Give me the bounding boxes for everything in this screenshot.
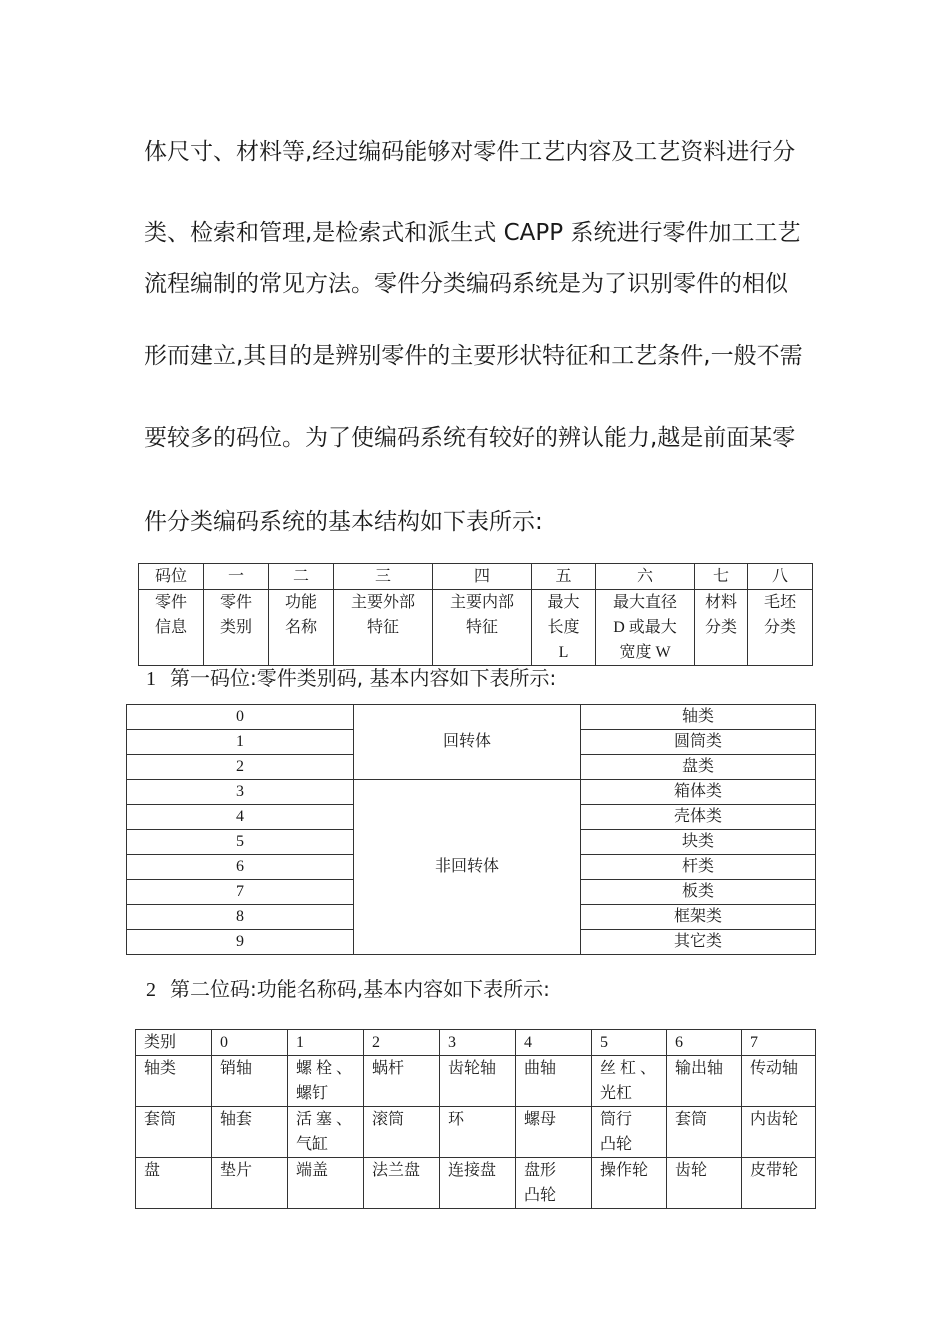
header-cell: 类别 bbox=[136, 1030, 212, 1056]
content-cell: 主要外部 特征 bbox=[334, 590, 433, 666]
group-cell: 非回转体 bbox=[354, 780, 581, 955]
header-cell: 7 bbox=[742, 1030, 816, 1056]
content-cell: 零件 类别 bbox=[204, 590, 269, 666]
content-cell: 材料 分类 bbox=[695, 590, 748, 666]
code-cell: 5 bbox=[127, 830, 354, 855]
type-cell: 壳体类 bbox=[581, 805, 816, 830]
structure-content-row bbox=[139, 590, 813, 666]
table-cell: 端盖 bbox=[288, 1158, 364, 1209]
code-cell: 0 bbox=[127, 705, 354, 730]
header-cell: 七 bbox=[695, 564, 748, 590]
header-cell: 2 bbox=[364, 1030, 440, 1056]
code-cell: 1 bbox=[127, 730, 354, 755]
header-cell: 一 bbox=[204, 564, 269, 590]
header-cell: 八 bbox=[748, 564, 813, 590]
table-cell: 活 塞 、 气缸 bbox=[288, 1107, 364, 1158]
type-cell: 圆筒类 bbox=[581, 730, 816, 755]
table-row bbox=[127, 705, 816, 730]
content-cell: 最大直径 D 或最大 宽度 W bbox=[596, 590, 695, 666]
table-cell: 盘 bbox=[136, 1158, 212, 1209]
table-cell: 销轴 bbox=[212, 1056, 288, 1107]
code-cell: 7 bbox=[127, 880, 354, 905]
table-cell: 环 bbox=[440, 1107, 516, 1158]
code-cell: 8 bbox=[127, 905, 354, 930]
paragraph-line: 件分类编码系统的基本结构如下表所示: bbox=[144, 509, 543, 535]
table-cell: 垫片 bbox=[212, 1158, 288, 1209]
code-cell: 2 bbox=[127, 755, 354, 780]
table-cell: 操作轮 bbox=[592, 1158, 667, 1209]
header-cell: 五 bbox=[532, 564, 596, 590]
function-name-table bbox=[135, 1029, 816, 1209]
table-cell: 曲轴 bbox=[516, 1056, 592, 1107]
type-cell: 板类 bbox=[581, 880, 816, 905]
type-cell: 箱体类 bbox=[581, 780, 816, 805]
code-cell: 3 bbox=[127, 780, 354, 805]
section-heading bbox=[146, 665, 556, 692]
table-row bbox=[136, 1056, 816, 1107]
table-cell: 套筒 bbox=[136, 1107, 212, 1158]
paragraph-line: 流程编制的常见方法。零件分类编码系统是为了识别零件的相似 bbox=[144, 271, 788, 297]
table-cell: 螺 栓 、 螺钉 bbox=[288, 1056, 364, 1107]
table-cell: 齿轮 bbox=[667, 1158, 742, 1209]
header-cell: 4 bbox=[516, 1030, 592, 1056]
table-cell: 筒行 凸轮 bbox=[592, 1107, 667, 1158]
paragraph-line: 类、检索和管理,是检索式和派生式 CAPP 系统进行零件加工工艺 bbox=[144, 220, 801, 246]
table-cell: 输出轴 bbox=[667, 1056, 742, 1107]
section-heading bbox=[146, 976, 550, 1003]
table-cell: 丝 杠 、 光杠 bbox=[592, 1056, 667, 1107]
content-cell: 主要内部 特征 bbox=[433, 590, 532, 666]
header-cell: 0 bbox=[212, 1030, 288, 1056]
table-cell: 内齿轮 bbox=[742, 1107, 816, 1158]
table-cell: 皮带轮 bbox=[742, 1158, 816, 1209]
header-cell: 码位 bbox=[139, 564, 204, 590]
paragraph-line: 体尺寸、材料等,经过编码能够对零件工艺内容及工艺资料进行分 bbox=[144, 139, 796, 165]
paragraph-line: 形而建立,其目的是辨别零件的主要形状特征和工艺条件,一般不需 bbox=[144, 343, 803, 369]
table-cell: 滚筒 bbox=[364, 1107, 440, 1158]
code-cell: 9 bbox=[127, 930, 354, 955]
part-category-table bbox=[126, 704, 816, 955]
paragraph-line: 要较多的码位。为了使编码系统有较好的辨认能力,越是前面某零 bbox=[144, 425, 796, 451]
content-cell: 最大 长度 L bbox=[532, 590, 596, 666]
table-cell: 齿轮轴 bbox=[440, 1056, 516, 1107]
type-cell: 轴类 bbox=[581, 705, 816, 730]
content-cell: 毛坯 分类 bbox=[748, 590, 813, 666]
header-cell: 三 bbox=[334, 564, 433, 590]
table-cell: 套筒 bbox=[667, 1107, 742, 1158]
function-header-row bbox=[136, 1030, 816, 1056]
header-cell: 1 bbox=[288, 1030, 364, 1056]
table-cell: 轴类 bbox=[136, 1056, 212, 1107]
type-cell: 其它类 bbox=[581, 930, 816, 955]
structure-header-row bbox=[139, 564, 813, 590]
type-cell: 杆类 bbox=[581, 855, 816, 880]
table-cell: 螺母 bbox=[516, 1107, 592, 1158]
table-row bbox=[136, 1158, 816, 1209]
code-cell: 6 bbox=[127, 855, 354, 880]
type-cell: 块类 bbox=[581, 830, 816, 855]
table-cell: 盘形 凸轮 bbox=[516, 1158, 592, 1209]
group-cell: 回转体 bbox=[354, 705, 581, 780]
table-row bbox=[136, 1107, 816, 1158]
header-cell: 六 bbox=[596, 564, 695, 590]
type-cell: 框架类 bbox=[581, 905, 816, 930]
table-row bbox=[127, 780, 816, 805]
code-cell: 4 bbox=[127, 805, 354, 830]
table-cell: 蜗杆 bbox=[364, 1056, 440, 1107]
table-cell: 法兰盘 bbox=[364, 1158, 440, 1209]
section-title: 第二位码:功能名称码,基本内容如下表所示: bbox=[170, 977, 550, 1001]
content-cell: 零件 信息 bbox=[139, 590, 204, 666]
section-number: 2 bbox=[146, 979, 156, 1001]
table-cell: 连接盘 bbox=[440, 1158, 516, 1209]
content-cell: 功能 名称 bbox=[269, 590, 334, 666]
section-number: 1 bbox=[146, 668, 156, 690]
header-cell: 3 bbox=[440, 1030, 516, 1056]
type-cell: 盘类 bbox=[581, 755, 816, 780]
header-cell: 四 bbox=[433, 564, 532, 590]
table-cell: 轴套 bbox=[212, 1107, 288, 1158]
header-cell: 二 bbox=[269, 564, 334, 590]
code-structure-table bbox=[138, 563, 813, 666]
table-cell: 传动轴 bbox=[742, 1056, 816, 1107]
header-cell: 6 bbox=[667, 1030, 742, 1056]
header-cell: 5 bbox=[592, 1030, 667, 1056]
section-title: 第一码位:零件类别码, 基本内容如下表所示: bbox=[170, 666, 557, 690]
